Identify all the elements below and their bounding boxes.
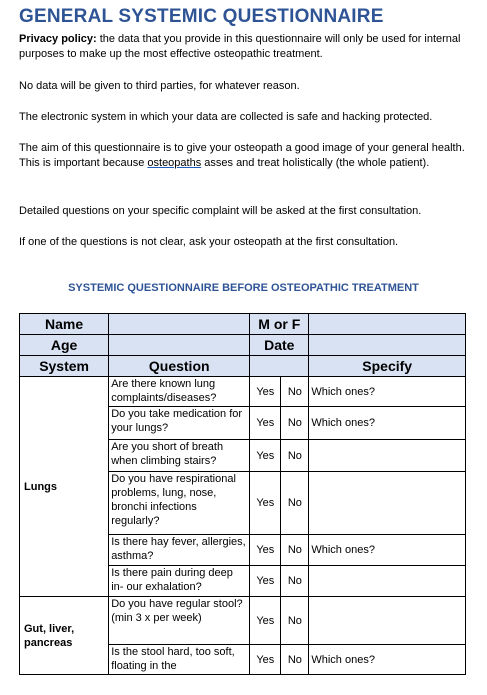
- privacy-label: Privacy policy:: [19, 33, 97, 45]
- no-option[interactable]: No: [281, 377, 309, 407]
- privacy-text: the data that you provide in this questionnaire will only be used for internal purposes to make up the most effective osteopathic treatment.: [19, 33, 461, 60]
- specify-cell[interactable]: Which ones?: [309, 535, 466, 566]
- specify-column-header: Specify: [309, 356, 466, 377]
- no-option[interactable]: No: [281, 645, 309, 675]
- question-cell: Do you have regular stool? (min 3 x per week): [109, 597, 250, 645]
- table-row: [20, 377, 466, 407]
- date-field[interactable]: [309, 335, 466, 356]
- specify-cell[interactable]: Which ones?: [309, 377, 466, 407]
- no-option[interactable]: No: [281, 407, 309, 440]
- no-option[interactable]: No: [281, 472, 309, 535]
- aim-paragraph: [19, 141, 469, 171]
- name-label: Name: [20, 314, 109, 335]
- sex-field[interactable]: [309, 314, 466, 335]
- table-subheading: SYSTEMIC QUESTIONNAIRE BEFORE OSTEOPATHIC TREATMENT: [68, 282, 419, 294]
- no-option[interactable]: No: [281, 597, 309, 645]
- specify-cell[interactable]: [309, 472, 466, 535]
- no-option[interactable]: No: [281, 535, 309, 566]
- question-cell: Do you have respirational problems, lung, nose, bronchi infections regularly?: [109, 472, 250, 535]
- question-cell: Do you take medication for your lungs?: [109, 407, 250, 440]
- yes-option[interactable]: Yes: [250, 440, 281, 472]
- question-cell: Is there pain during deep in- our exhalation?: [109, 566, 250, 597]
- question-cell: Is there hay fever, allergies, asthma?: [109, 535, 250, 566]
- unclear-paragraph: If one of the questions is not clear, ask your osteopath at the first consultation.: [19, 236, 399, 248]
- safety-paragraph: The electronic system in which your data are collected is safe and hacking protected.: [19, 111, 433, 123]
- date-label: Date: [250, 335, 309, 356]
- age-label: Age: [20, 335, 109, 356]
- specify-cell[interactable]: [309, 440, 466, 472]
- specify-cell[interactable]: Which ones?: [309, 407, 466, 440]
- privacy-paragraph: [19, 32, 469, 62]
- system-column-header: System: [20, 356, 109, 377]
- no-option[interactable]: No: [281, 440, 309, 472]
- column-header-row: [20, 356, 466, 377]
- question-column-header: Question: [109, 356, 250, 377]
- yes-option[interactable]: Yes: [250, 472, 281, 535]
- table-row: [20, 597, 466, 645]
- yes-option[interactable]: Yes: [250, 566, 281, 597]
- aim-text-start: The aim of this questionnaire is to give your osteopath a good image of your general health. This is important because: [19, 142, 465, 169]
- specify-cell[interactable]: [309, 566, 466, 597]
- yes-option[interactable]: Yes: [250, 377, 281, 407]
- sex-label: M or F: [250, 314, 309, 335]
- yes-option[interactable]: Yes: [250, 407, 281, 440]
- system-lungs: Lungs: [20, 377, 109, 597]
- third-parties-paragraph: No data will be given to third parties, for whatever reason.: [19, 80, 300, 92]
- aim-underlined-word: osteopaths: [147, 157, 202, 169]
- question-cell: Are you short of breath when climbing stairs?: [109, 440, 250, 472]
- yes-option[interactable]: Yes: [250, 597, 281, 645]
- yes-option[interactable]: Yes: [250, 645, 281, 675]
- answer-column-header: [250, 356, 309, 377]
- aim-text-end: asses and treat holistically (the whole patient).: [201, 157, 430, 169]
- detailed-questions-paragraph: Detailed questions on your specific complaint will be asked at the first consultation.: [19, 205, 422, 217]
- system-gut-liver-pancreas: Gut, liver, pancreas: [20, 597, 109, 675]
- header-row-age: [20, 335, 466, 356]
- specify-cell[interactable]: Which ones?: [309, 645, 466, 675]
- document-title: GENERAL SYSTEMIC QUESTIONNAIRE: [19, 6, 384, 27]
- question-cell: Are there known lung complaints/diseases?: [109, 377, 250, 407]
- age-field[interactable]: [109, 335, 250, 356]
- name-field[interactable]: [109, 314, 250, 335]
- specify-cell[interactable]: [309, 597, 466, 645]
- questionnaire-table: [19, 313, 466, 675]
- yes-option[interactable]: Yes: [250, 535, 281, 566]
- header-row-name: [20, 314, 466, 335]
- question-cell: Is the stool hard, too soft, floating in the: [109, 645, 250, 675]
- no-option[interactable]: No: [281, 566, 309, 597]
